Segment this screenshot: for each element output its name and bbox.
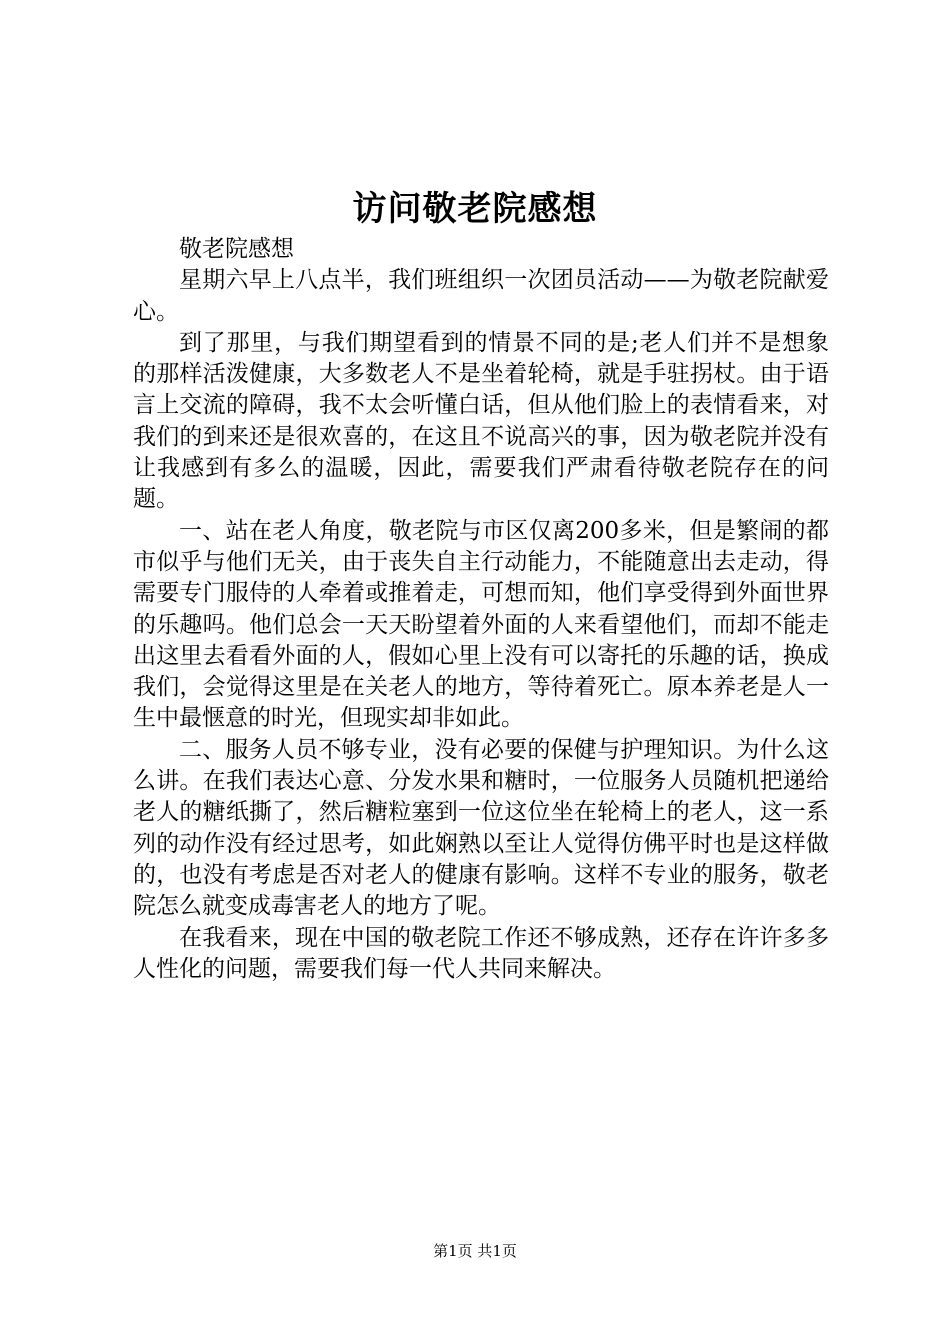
paragraph-point-one: 一、站在老人角度，敬老院与市区仅离200多米，但是繁闹的都市似乎与他们无关，由于丧失自主行动能力，不能随意出去走动，得需要专门服侍的人牵着或推着走，可想而知，他们享受得到外面世界的乐趣吗。他们总会一天天盼望着外面的人来看望他们，而却不能走出这里去看看外面的人，假如心里上没有可以寄托的乐趣的话，换成我们，会觉得这里是在关老人的地方，等待着死亡。原本养老是人一生中最惬意的时光，但现实却非如此。	[133, 517, 829, 732]
page-number-footer: 第1页 共1页	[433, 1242, 517, 1260]
paragraph-intro: 星期六早上八点半，我们班组织一次团员活动——为敬老院献爱心。	[133, 267, 829, 325]
paragraph-arrival: 到了那里，与我们期望看到的情景不同的是;老人们并不是想象的那样活泼健康，大多数老人不是坐着轮椅，就是手驻拐杖。由于语言上交流的障碍，我不太会听懂白话，但从他们脸上的表情看来，对我们的到来还是很欢喜的，在这且不说高兴的事，因为敬老院并没有让我感到有多么的温暖，因此，需要我们严肃看待敬老院存在的问题。	[133, 329, 829, 513]
paragraph-subtitle: 敬老院感想	[179, 236, 294, 262]
document-body	[133, 234, 829, 985]
paragraph-point-two: 二、服务人员不够专业，没有必要的保健与护理知识。为什么这么讲。在我们表达心意、分发水果和糖时，一位服务人员随机把递给老人的糖纸撕了，然后糖粒塞到一位这位坐在轮椅上的老人，这一系列的动作没有经过思考，如此娴熟以至让人觉得仿佛平时也是这样做的，也没有考虑是否对老人的健康有影响。这样不专业的服务，敬老院怎么就变成毒害老人的地方了呢。	[133, 736, 829, 920]
paragraph-conclusion: 在我看来，现在中国的敬老院工作还不够成熟，还存在许许多多人性化的问题，需要我们每一代人共同来解决。	[133, 924, 829, 982]
document-title: 访问敬老院感想	[352, 189, 598, 229]
